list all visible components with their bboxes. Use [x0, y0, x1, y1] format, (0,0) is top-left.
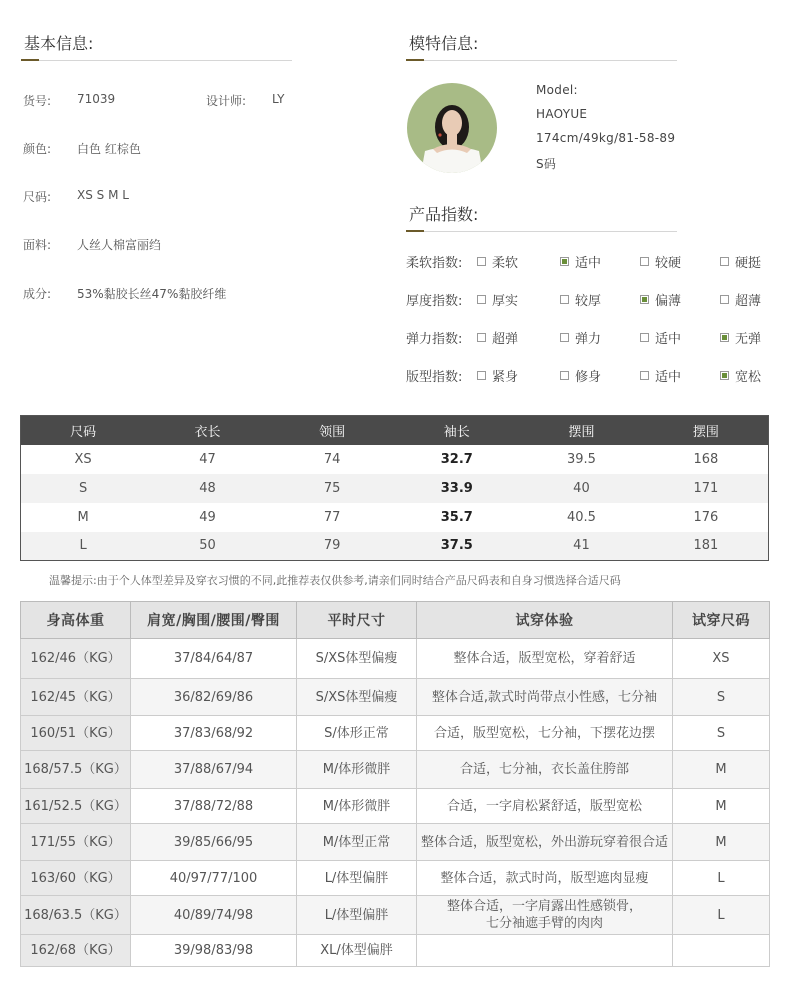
color-value: 白色 红棕色 — [77, 142, 141, 156]
basic-info-divider — [21, 60, 292, 61]
fit-table-cell: 36/82/69/86 — [131, 679, 297, 716]
fit-table-row — [21, 679, 770, 716]
fit-header-tried-size: 试穿尺码 — [673, 602, 770, 639]
fit-table-cell: 37/84/64/87 — [131, 639, 297, 679]
size-chart-cell: 77 — [323, 509, 341, 525]
size-chart-cell: 41 — [519, 532, 644, 561]
fit-table-cell: M — [673, 824, 770, 861]
index-option-label: 较厚 — [575, 294, 602, 309]
fit-experience-table — [20, 601, 770, 967]
size-chart-row — [21, 532, 769, 561]
fit-table-cell: L/体型偏胖 — [297, 896, 417, 935]
checked-box-icon — [720, 333, 729, 342]
size-chart-header-row — [21, 416, 769, 445]
fit-table-cell: 37/83/68/92 — [131, 716, 297, 751]
composition-label: 成分: — [23, 287, 52, 301]
index-option-label: 硬挺 — [735, 256, 762, 271]
fit-table-cell: L — [673, 861, 770, 896]
unchecked-box-icon — [560, 333, 569, 342]
fit-table-cell: 161/52.5（KG） — [21, 789, 131, 824]
fit-table-cell: M — [673, 751, 770, 789]
fit-table-row — [21, 861, 770, 896]
fit-table-cell: S/XS体型偏瘦 — [297, 639, 417, 679]
size-chart-cell: S — [21, 474, 146, 503]
fit-table-cell: 162/45（KG） — [21, 679, 131, 716]
fit-table-cell: 整体合适，版型宽松，外出游玩穿着很合适 — [417, 824, 673, 861]
index-option — [477, 328, 518, 347]
size-chart-cell: 48 — [145, 474, 270, 503]
size-chart-cell: 33.9 — [394, 474, 519, 503]
index-option-label: 偏薄 — [655, 294, 682, 309]
size-chart-cell: 39.5 — [566, 451, 596, 467]
fit-table-cell: 168/63.5（KG） — [21, 896, 131, 935]
index-option-label: 修身 — [575, 370, 602, 385]
fabric-label: 面料: — [23, 238, 52, 252]
fit-table-cell: S/XS体型偏瘦 — [297, 679, 417, 716]
unchecked-box-icon — [477, 371, 486, 380]
index-option — [560, 252, 601, 271]
index-option — [560, 290, 601, 309]
index-option — [477, 366, 518, 385]
fit-table-cell: 整体合适，版型宽松，穿着舒适 — [417, 639, 673, 679]
index-option — [720, 252, 761, 271]
size-chart-cell: 49 — [199, 509, 216, 525]
unchecked-box-icon — [640, 333, 649, 342]
fit-table-cell: XL/体型偏胖 — [297, 935, 417, 967]
fit-table-cell: S — [673, 716, 770, 751]
fit-table-cell: 162/68（KG） — [21, 935, 131, 967]
size-chart-header-neck: 领围 — [270, 416, 395, 445]
fabric-value: 人丝人棉富丽绉 — [77, 238, 162, 252]
size-chart-header-hem: 摆围 — [519, 416, 644, 445]
composition-value: 53%黏胶长丝47%黏胶纤维 — [77, 287, 227, 301]
index-option — [477, 290, 518, 309]
size-chart-cell: 32.7 — [440, 451, 473, 467]
index-option — [640, 290, 681, 309]
color-label: 颜色: — [23, 142, 52, 156]
fit-table-cell: 37/88/67/94 — [131, 751, 297, 789]
fit-table-row — [21, 789, 770, 824]
size-chart-cell: 40.5 — [566, 509, 596, 525]
fit-table-cell: 合适，一字肩松紧舒适，版型宽松 — [417, 789, 673, 824]
index-label: 厚度指数: — [406, 294, 463, 309]
basic-info-title: 基本信息: — [24, 34, 94, 53]
fit-table-cell: M — [673, 789, 770, 824]
fit-table-cell: S — [673, 679, 770, 716]
size-chart-header-hem-2: 摆围 — [644, 416, 769, 445]
fit-table-row — [21, 639, 770, 679]
unchecked-box-icon — [720, 295, 729, 304]
size-chart-cell: 176 — [693, 509, 719, 525]
size-chart-cell: 40 — [519, 474, 644, 503]
fit-table-cell: XS — [673, 639, 770, 679]
size-value: XS S M L — [77, 188, 129, 202]
fit-table-cell — [673, 935, 770, 967]
size-chart-row — [21, 503, 769, 532]
sku-label: 货号: — [23, 94, 52, 108]
index-option-label: 柔软 — [492, 256, 519, 271]
checked-box-icon — [560, 257, 569, 266]
fit-table-cell: 168/57.5（KG） — [21, 751, 131, 789]
index-option — [560, 328, 601, 347]
size-chart-cell: 74 — [323, 451, 341, 467]
index-option — [640, 366, 681, 385]
fit-table-row — [21, 896, 770, 935]
fit-table-cell: 160/51（KG） — [21, 716, 131, 751]
unchecked-box-icon — [477, 257, 486, 266]
fit-table-cell: 40/89/74/98 — [131, 896, 297, 935]
product-index-divider — [406, 231, 677, 232]
size-chart-cell: 35.7 — [440, 509, 473, 525]
model-label: Model: — [536, 83, 578, 97]
index-option-label: 适中 — [575, 256, 602, 271]
model-avatar — [407, 83, 497, 173]
unchecked-box-icon — [477, 333, 486, 342]
index-option — [560, 366, 601, 385]
fit-table-cell: M/体型正常 — [297, 824, 417, 861]
fit-table-cell: S/体形正常 — [297, 716, 417, 751]
index-option-label: 超弹 — [492, 332, 519, 347]
index-option-label: 较硬 — [655, 256, 682, 271]
model-measurements: 174cm/49kg/81-58-89 — [536, 131, 676, 145]
size-chart-cell: 50 — [145, 532, 270, 561]
index-option — [720, 366, 761, 385]
index-label: 版型指数: — [406, 370, 463, 385]
designer-label: 设计师: — [206, 94, 247, 108]
size-chart-cell: 75 — [270, 474, 395, 503]
fit-table-cell: L/体型偏胖 — [297, 861, 417, 896]
model-name: HAOYUE — [536, 107, 588, 121]
designer-value: LY — [272, 92, 285, 106]
fit-table-cell: M/体形微胖 — [297, 751, 417, 789]
size-chart-cell: XS — [74, 451, 92, 467]
unchecked-box-icon — [720, 257, 729, 266]
index-label: 柔软指数: — [406, 256, 463, 271]
fit-table-cell: 39/85/66/95 — [131, 824, 297, 861]
size-chart-cell: L — [21, 532, 146, 561]
index-option — [720, 328, 761, 347]
fit-table-row — [21, 751, 770, 789]
size-chart-cell: 47 — [199, 451, 216, 467]
fit-table-row — [21, 716, 770, 751]
index-option-label: 适中 — [655, 332, 682, 347]
size-chart-header-sleeve: 袖长 — [394, 416, 519, 445]
size-tip: 温馨提示:由于个人体型差异及穿衣习惯的不同,此推荐表仅供参考,请亲们同时结合产品尺码表和自身习惯选择合适尺码 — [49, 574, 621, 587]
fit-table-cell: 合适，七分袖，衣长盖住胯部 — [417, 751, 673, 789]
unchecked-box-icon — [560, 371, 569, 380]
fit-header-experience: 试穿体验 — [417, 602, 673, 639]
fit-table-header-row — [21, 602, 770, 639]
size-chart-cell: 79 — [270, 532, 395, 561]
fit-table-cell: 162/46（KG） — [21, 639, 131, 679]
size-chart-header-size: 尺码 — [21, 416, 146, 445]
size-chart-cell: 171 — [644, 474, 769, 503]
fit-table-cell: 整体合适，款式时尚，版型遮肉显瘦 — [417, 861, 673, 896]
fit-header-measurements: 肩宽/胸围/腰围/臀围 — [131, 602, 297, 639]
model-info-divider — [406, 60, 677, 61]
index-option — [640, 328, 681, 347]
size-chart-row — [21, 474, 769, 503]
sku-value: 71039 — [77, 92, 116, 106]
size-chart-header-length: 衣长 — [145, 416, 270, 445]
unchecked-box-icon — [640, 257, 649, 266]
fit-table-cell: 40/97/77/100 — [131, 861, 297, 896]
index-option-label: 紧身 — [492, 370, 519, 385]
size-chart-table — [20, 415, 769, 561]
fit-table-cell: 37/88/72/88 — [131, 789, 297, 824]
model-photo-icon — [407, 83, 497, 173]
index-option-label: 厚实 — [492, 294, 519, 309]
fit-table-cell: 合适，版型宽松，七分袖，下摆花边摆 — [417, 716, 673, 751]
fit-table-cell: 163/60（KG） — [21, 861, 131, 896]
fit-table-cell — [417, 935, 673, 967]
fit-table-row — [21, 935, 770, 967]
index-option-label: 弹力 — [575, 332, 602, 347]
fit-table-cell: M/体形微胖 — [297, 789, 417, 824]
index-option-label: 宽松 — [735, 370, 762, 385]
size-chart-row — [21, 445, 769, 474]
fit-table-cell: 整体合适，一字肩露出性感锁骨， 七分袖遮手臂的肉肉 — [417, 896, 673, 935]
size-chart-cell: 37.5 — [394, 532, 519, 561]
index-option-label: 适中 — [655, 370, 682, 385]
index-option-label: 超薄 — [735, 294, 762, 309]
size-chart-cell: 181 — [644, 532, 769, 561]
unchecked-box-icon — [477, 295, 486, 304]
fit-table-row — [21, 824, 770, 861]
unchecked-box-icon — [640, 371, 649, 380]
unchecked-box-icon — [560, 295, 569, 304]
index-option-label: 无弹 — [735, 332, 762, 347]
fit-table-cell: 整体合适,款式时尚带点小性感，七分袖 — [417, 679, 673, 716]
index-label: 弹力指数: — [406, 332, 463, 347]
model-info-title: 模特信息: — [409, 34, 479, 53]
model-size: S码 — [536, 157, 557, 171]
size-chart-cell: M — [77, 509, 89, 525]
index-option — [640, 252, 681, 271]
checked-box-icon — [640, 295, 649, 304]
fit-table-cell: L — [673, 896, 770, 935]
index-option — [477, 252, 518, 271]
size-label: 尺码: — [23, 190, 52, 204]
fit-table-cell: 39/98/83/98 — [131, 935, 297, 967]
checked-box-icon — [720, 371, 729, 380]
index-option — [720, 290, 761, 309]
fit-header-usual-size: 平时尺寸 — [297, 602, 417, 639]
size-chart-cell: 168 — [693, 451, 719, 467]
fit-header-height-weight: 身高体重 — [21, 602, 131, 639]
fit-table-cell: 171/55（KG） — [21, 824, 131, 861]
product-index-title: 产品指数: — [409, 205, 479, 224]
